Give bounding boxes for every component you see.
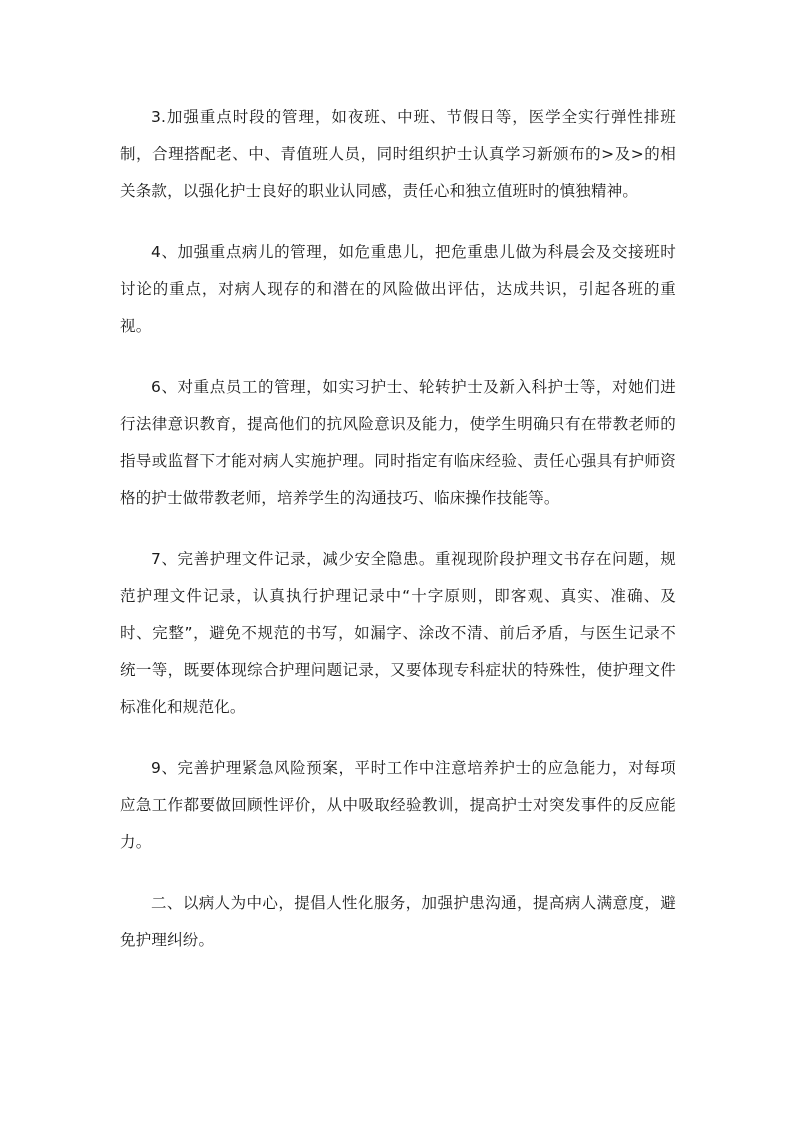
- paragraph-patient-centered: 二、以病人为中心，提倡人性化服务，加强护患沟通，提高病人满意度，避免护理纠纷。: [120, 894, 676, 949]
- paragraph-emergency-plan: 9、完善护理紧急风险预案，平时工作中注意培养护士的应急能力，对每项应急工作都要做回顾性评价，从中吸取经验教训，提高护士对突发事件的反应能力。: [120, 759, 676, 851]
- paragraph-nursing-records: 7、完善护理文件记录，减少安全隐患。重视现阶段护理文书存在问题，规范护理文件记录，认真执行护理记录中“十字原则，即客观、真实、准确、及时、完整”，避免不规范的书写，如漏字、涂改不清、前后矛盾，与医生记录不统一等，既要体现综合护理问题记录，又要体现专科症状的特殊性，使护理文件标准化和规范化。: [120, 550, 676, 716]
- paragraph-key-time-periods: 3.加强重点时段的管理，如夜班、中班、节假日等，医学全实行弹性排班制，合理搭配老、中、青值班人员，同时组织护士认真学习新颁布的>及>的相关条款，以强化护士良好的职业认同感，责任心和独立值班时的慎独精神。: [120, 108, 676, 200]
- paragraph-key-patients: 4、加强重点病儿的管理，如危重患儿，把危重患儿做为科晨会及交接班时讨论的重点，对病人现存的和潜在的风险做出评估，达成共识，引起各班的重视。: [120, 243, 676, 335]
- paragraph-key-staff: 6、对重点员工的管理，如实习护士、轮转护士及新入科护士等，对她们进行法律意识教育，提高他们的抗风险意识及能力，使学生明确只有在带教老师的指导或监督下才能对病人实施护理。同时指定有临床经验、责任心强具有护师资格的护士做带教老师，培养学生的沟通技巧、临床操作技能等。: [120, 378, 676, 507]
- document-page: [120, 99, 676, 983]
